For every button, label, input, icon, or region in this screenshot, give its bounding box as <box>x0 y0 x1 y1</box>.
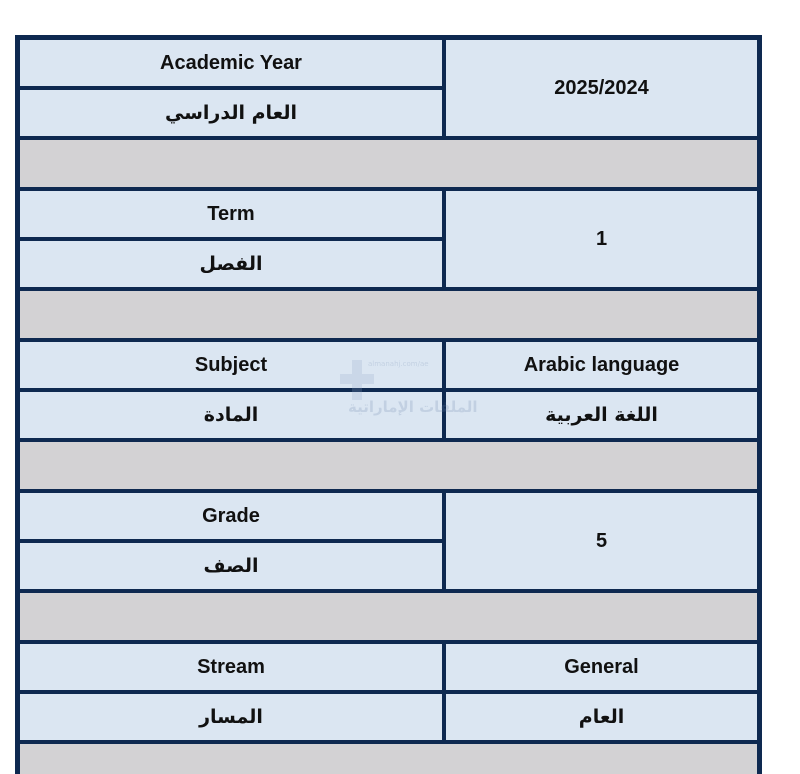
separator-row <box>20 744 757 774</box>
subject-value-en: Arabic language <box>446 342 757 388</box>
term-label-en: Term <box>20 191 442 237</box>
term-label-ar: الفصل <box>20 241 442 287</box>
stream-label-ar: المسار <box>20 694 442 740</box>
academic-year-label-en: Academic Year <box>20 40 442 86</box>
subject-value-ar: اللغة العربية <box>446 392 757 438</box>
academic-year-value: 2025/2024 <box>446 40 757 136</box>
separator-row <box>20 593 757 640</box>
separator-row <box>20 140 757 187</box>
grade-value: 5 <box>446 493 757 589</box>
grade-label-en: Grade <box>20 493 442 539</box>
academic-year-label-ar: العام الدراسي <box>20 90 442 136</box>
separator-row <box>20 442 757 489</box>
info-table <box>15 35 762 774</box>
separator-row <box>20 291 757 338</box>
subject-label-ar: المادة <box>20 392 442 438</box>
watermark-text: الملفات الإماراتية <box>348 398 478 416</box>
term-value: 1 <box>446 191 757 287</box>
stream-value-en: General <box>446 644 757 690</box>
grade-label-ar: الصف <box>20 543 442 589</box>
stream-label-en: Stream <box>20 644 442 690</box>
subject-label-en: Subject <box>20 342 442 388</box>
watermark-site: almanahj.com/ae <box>368 360 429 368</box>
stream-value-ar: العام <box>446 694 757 740</box>
